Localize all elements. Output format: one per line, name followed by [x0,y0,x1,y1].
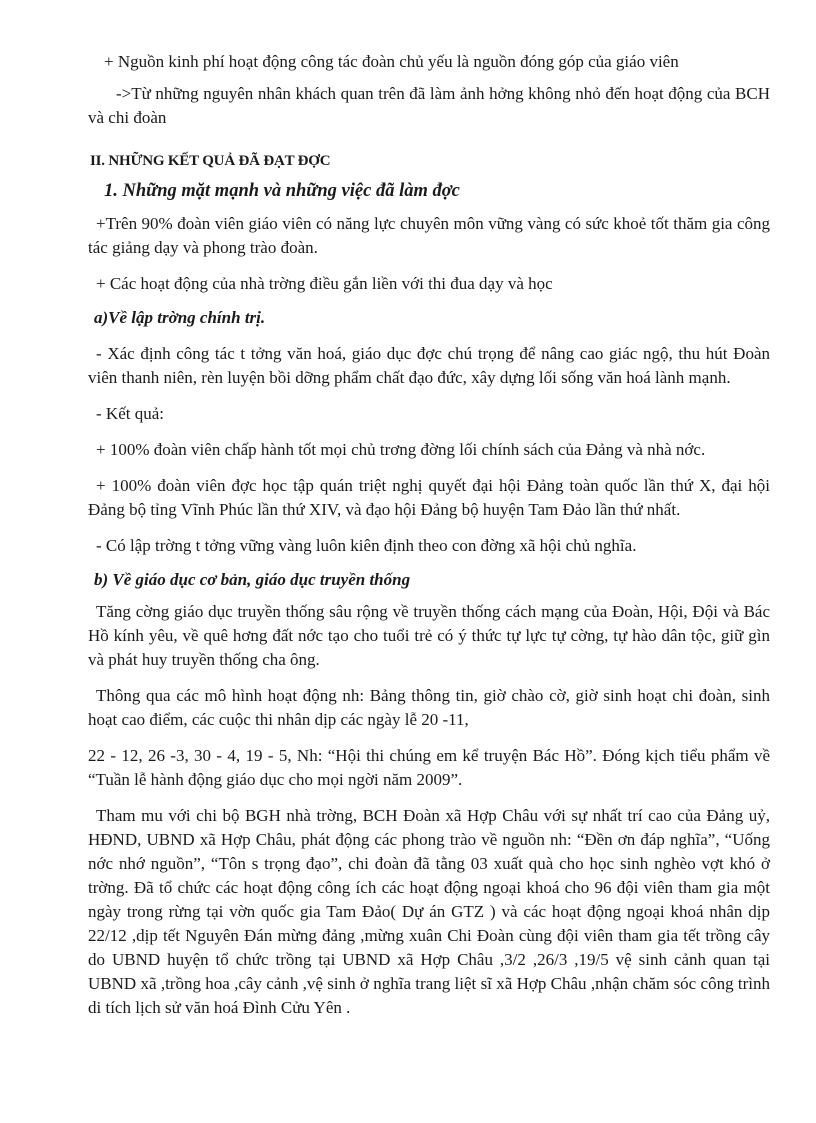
paragraph-holidays: 22 - 12, 26 -3, 30 - 4, 19 - 5, Nh: “Hội thi chúng em kể truyện Bác Hồ”. Đóng kịch tiểu phẩm về “Tuần lễ hành động giáo dục cho mọi ngời năm 2009”. [88,746,770,789]
paragraph-activities: + Các hoạt động của nhà trờng điều gắn liền với thi đua dạy và học [96,274,553,293]
paragraph-ideology: - Xác định công tác t tởng văn hoá, giáo dục đợc chú trọng để nâng cao giác ngộ, thu hút Đoàn viên thanh niên, rèn luyện bồi dỡng phẩm chất đạo đức, xây dựng lối sống văn hoá lành mạnh. [88,344,770,387]
paragraph-policy-compliance: + 100% đoàn viên chấp hành tốt mọi chủ trơng đờng lối chính sách của Đảng và nhà nớc. [96,440,706,459]
paragraph-conclusion: ->Từ những nguyên nhân khách quan trên đã làm ảnh hởng không nhỏ đến hoạt động của BCH và chi đoàn [88,84,770,127]
paragraph-advisory: Tham mu với chi bộ BGH nhà trờng, BCH Đoàn xã Hợp Châu với sự nhất trí cao của Đảng uỷ, HĐND, UBND xã Hợp Châu, phát động các phong trào về nguồn nh: “Đền ơn đáp nghĩa”, “Uống nớc nhớ nguồn”, “Tôn s trọng đạo”, chi đoàn đã tằng 03 xuất quà cho học sinh nghèo vợt khó ở trờng. Đã tổ chức các hoạt động công ích các hoạt động ngoại khoá cho 96 đội viên tham gia một ngày trong rừng tại vờn quốc gia Tam Đảo( Dự án GTZ ) và các hoạt động ngoại khoá nhân dịp 22/12 ,dịp tết Nguyên Đán mừng đảng ,mừng xuân Chi Đoàn cùng đội viên tham gia tết trồng cây do UBND huyện tổ chức trồng tại UBND xã Hợp Châu ,3/2 ,26/3 ,19/5 vệ sinh cảnh quan tại UBND xã ,trồng hoa ,cây cảnh ,vệ sinh ở nghĩa trang liệt sĩ xã Hợp Châu ,nhận chăm sóc công trình di tích lịch sử văn hoá Đình Cửu Yên . [88,806,770,1017]
document-page [88,50,770,1020]
paragraph-teacher-capacity: +Trên 90% đoàn viên giáo viên có năng lực chuyên môn vững vàng có sức khoẻ tốt thăm gia công tác giảng dạy và phong trào đoàn. [88,214,770,257]
paragraph-results-label: - Kết quả: [96,404,164,423]
paragraph-activity-models: Thông qua các mô hình hoạt động nh: Bảng thông tin, giờ chào cờ, giờ sinh hoạt chi đoàn, sinh hoạt cao điểm, các cuộc thi nhân dịp các ngày lễ 20 -11, [88,686,770,729]
paragraph-funding: + Nguồn kinh phí hoạt động công tác đoàn chủ yếu là nguồn đóng góp của giáo viên [104,52,679,71]
heading-basic-education: b) Về giáo dục cơ bản, giáo dục truyền thống [94,570,411,589]
paragraph-firm-stance: - Có lập trờng t tởng vững vàng luôn kiên định theo con đờng xã hội chủ nghĩa. [96,536,637,555]
paragraph-tradition-education: Tăng cờng giáo dục truyền thống sâu rộng về truyền thống cách mạng của Đoàn, Hội, Đội và Bác Hồ kính yêu, về quê hơng đất nớc tạo cho tuổi trẻ có ý thức tự lực tự cờng, tự hào dân tộc, giữ gìn và phát huy truyền thống cha ông. [88,602,770,669]
section-heading-results: II. NHỮNG KẾT QUẢ ĐÃ ĐẠT ĐỢC [90,153,331,169]
heading-political-stance: a)Về lập trờng chính trị. [94,308,266,327]
paragraph-resolution-study: + 100% đoàn viên đợc học tập quán triệt nghị quyết đại hội Đảng toàn quốc lần thứ X, đại hội Đảng bộ tỉng Vĩnh Phúc lần thứ XIV, và đạo hội Đảng bộ huyện Tam Đảo lần thứ nhất. [88,476,770,519]
subsection-heading-strengths: 1. Những mặt mạnh và những việc đã làm đợc [104,181,460,201]
